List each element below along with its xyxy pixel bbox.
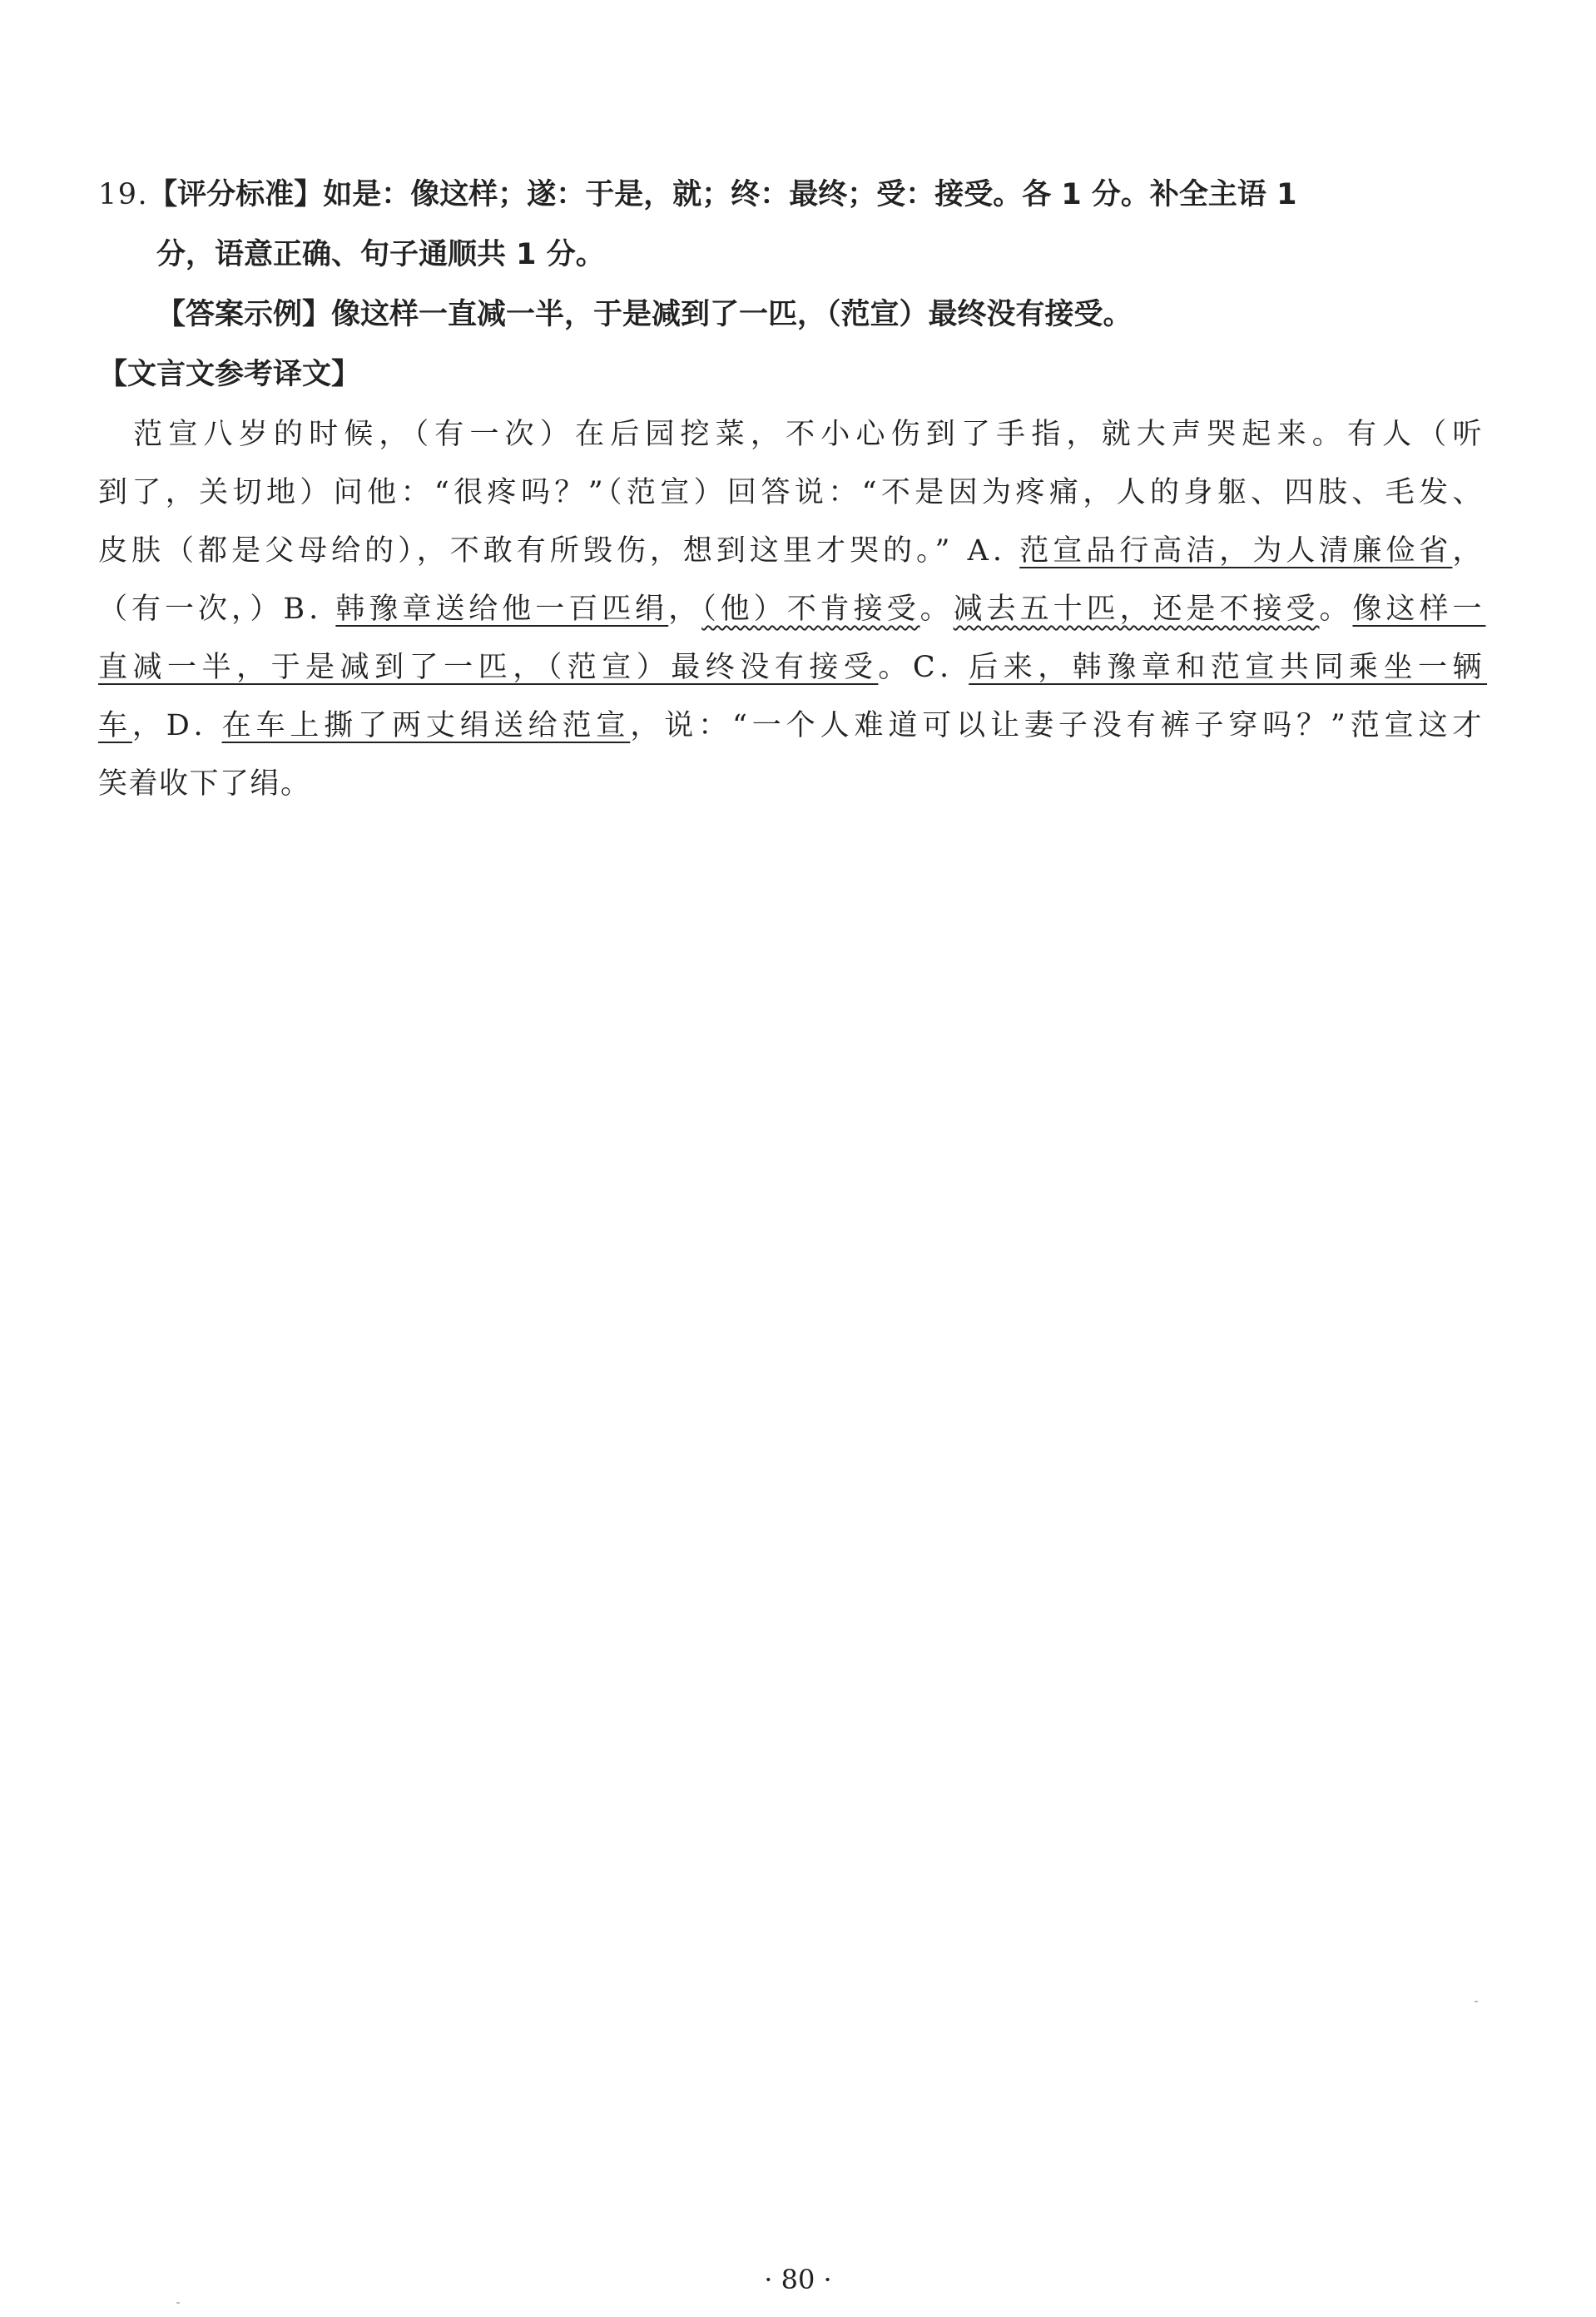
scan-speck (1475, 2001, 1478, 2002)
wavy-underlined-sentence: （他）不肯接受 (701, 593, 920, 626)
translation-line (98, 589, 1485, 629)
q19-answer-example (156, 295, 1133, 335)
underlined-sentence: 车 (98, 709, 132, 742)
translation-text: 。 (919, 593, 954, 626)
translation-line (98, 647, 1487, 687)
underlined-sentence: 直减一半，于是减到了一匹，（范宣）最终没有接受 (98, 651, 879, 684)
q19-criteria-line-1 (98, 175, 1296, 215)
translation-line (98, 531, 1486, 571)
translation-text: （有一次，）B. (98, 593, 336, 626)
translation-text: ，D. (131, 709, 222, 742)
underlined-sentence: 在车上撕了两丈绢送给范宣 (221, 709, 631, 742)
translation-text: 笑着收下了绢。 (98, 767, 311, 801)
underlined-sentence: 范宣品行高洁，为人清廉俭省 (1019, 534, 1453, 568)
underlined-sentence: 后来，韩豫章和范宣共同乘坐一辆 (969, 651, 1487, 684)
criteria-text-line-2: 分，语意正确、句子通顺共 1 分。 (156, 238, 605, 271)
translation-text: ，说：“一个人难道可以让妻子没有裤子穿吗？”范宣这才 (630, 709, 1487, 742)
translation-text: 。C. (878, 651, 969, 684)
translation-line (98, 764, 311, 804)
answer-example-text: 像这样一直减一半，于是减到了一匹，（范宣）最终没有接受。 (331, 298, 1133, 331)
page-number: · 80 · (764, 2264, 832, 2295)
translation-text: 范宣八岁的时候，（有一次）在后园挖菜，不小心伤到了手指，就大声哭起来。有人（听 (98, 418, 1488, 451)
criteria-text-line-1: 如是：像这样；遂：于是，就；终：最终；受：接受。各 1 分。补全主语 1 (323, 178, 1297, 211)
answer-example-label: 【答案示例】 (156, 298, 332, 331)
translation-text: 皮肤（都是父母给的），不敢有所毁伤，想到这里才哭的。” A. (98, 534, 1020, 568)
scan-speck (176, 2302, 180, 2304)
translation-line (98, 473, 1486, 513)
wavy-underlined-sentence: 减去五十匹，还是不接受 (953, 593, 1320, 626)
q19-criteria-line-2 (156, 235, 605, 275)
criteria-label: 【评分标准】 (148, 178, 324, 211)
underlined-sentence: 像这样一 (1352, 593, 1486, 626)
translation-text: ， (668, 593, 702, 626)
translation-line (98, 414, 1488, 454)
translation-heading (98, 355, 360, 394)
translation-text: 到了，关切地）问他：“很疼吗？”（范宣）回答说：“不是因为疼痛，人的身躯、四肢、毛发、 (98, 476, 1486, 509)
underlined-sentence: 韩豫章送给他一百匹绢 (335, 593, 669, 626)
translation-text: ， (1452, 534, 1486, 568)
translation-line (98, 706, 1486, 746)
question-number: 19. (98, 178, 149, 211)
translation-text: 。 (1319, 593, 1353, 626)
translation-heading-text: 【文言文参考译文】 (98, 358, 361, 391)
